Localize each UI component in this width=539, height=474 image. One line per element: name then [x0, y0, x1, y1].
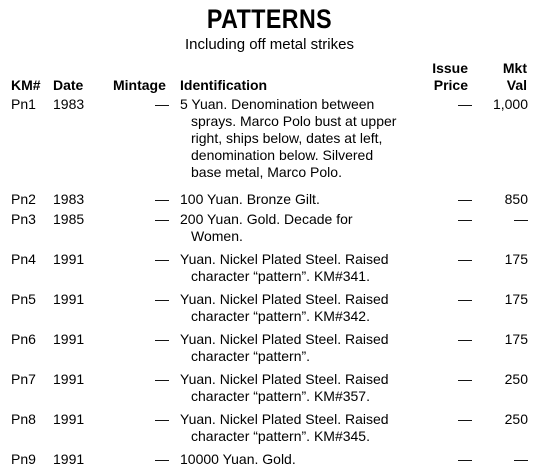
- identification-line: Yuan. Nickel Plated Steel. Raised: [180, 331, 389, 347]
- cell-mintage: —: [155, 411, 169, 427]
- page-subtitle: Including off metal strikes: [185, 36, 354, 53]
- identification-line: 200 Yuan. Gold. Decade for: [180, 211, 353, 227]
- header-mintage: Mintage: [113, 77, 166, 93]
- identification-line: character “pattern”. KM#342.: [191, 308, 370, 324]
- cell-date: 1991: [53, 371, 85, 387]
- cell-km: Pn2: [11, 191, 36, 207]
- cell-mintage: —: [155, 191, 169, 207]
- identification-line: 10000 Yuan. Gold.: [180, 451, 296, 467]
- identification-line: character “pattern”. KM#357.: [191, 388, 370, 404]
- cell-issue-price: —: [458, 191, 472, 207]
- identification-line: Women.: [191, 228, 243, 244]
- cell-market-value: 1,000: [492, 96, 528, 112]
- cell-issue-price: —: [458, 451, 472, 467]
- cell-issue-price: —: [458, 251, 472, 267]
- cell-km: Pn7: [11, 371, 36, 387]
- cell-km: Pn8: [11, 411, 36, 427]
- identification-line: sprays. Marco Polo bust at upper: [191, 113, 397, 129]
- cell-identification: [180, 96, 402, 181]
- cell-date: 1991: [53, 411, 85, 427]
- cell-issue-price: —: [458, 371, 472, 387]
- cell-km: Pn5: [11, 291, 36, 307]
- header-issue-price: [420, 60, 468, 94]
- identification-line: character “pattern”. KM#345.: [191, 428, 370, 444]
- cell-market-value: —: [514, 211, 528, 227]
- cell-mintage: —: [155, 211, 169, 227]
- cell-identification: [180, 411, 402, 445]
- identification-line: Yuan. Nickel Plated Steel. Raised: [180, 411, 389, 427]
- identification-line: denomination below. Silvered: [191, 147, 374, 163]
- header-market-value: [479, 60, 527, 94]
- cell-date: 1991: [53, 331, 85, 347]
- cell-km: Pn3: [11, 211, 36, 227]
- cell-date: 1983: [53, 96, 85, 112]
- identification-line: 100 Yuan. Bronze Gilt.: [180, 191, 320, 207]
- cell-mintage: —: [155, 96, 169, 112]
- cell-date: 1991: [53, 291, 85, 307]
- header-issue-line1: Issue: [432, 60, 468, 76]
- cell-mintage: —: [155, 451, 169, 467]
- cell-date: 1991: [53, 451, 85, 467]
- identification-line: character “pattern”.: [191, 348, 311, 364]
- identification-line: Yuan. Nickel Plated Steel. Raised: [180, 371, 389, 387]
- cell-issue-price: —: [458, 331, 472, 347]
- identification-line: Yuan. Nickel Plated Steel. Raised: [180, 291, 389, 307]
- cell-km: Pn1: [11, 96, 36, 112]
- cell-market-value: —: [514, 451, 528, 467]
- cell-mintage: —: [155, 331, 169, 347]
- cell-market-value: 175: [504, 291, 528, 307]
- header-mkt-line2: Val: [506, 77, 527, 93]
- cell-identification: [180, 191, 402, 208]
- cell-km: Pn6: [11, 331, 36, 347]
- cell-issue-price: —: [458, 291, 472, 307]
- header-date: Date: [53, 77, 84, 93]
- identification-line: right, ships below, dates at left,: [191, 130, 383, 146]
- cell-mintage: —: [155, 251, 169, 267]
- cell-date: 1983: [53, 191, 85, 207]
- cell-identification: [180, 331, 402, 365]
- identification-line: Yuan. Nickel Plated Steel. Raised: [180, 251, 389, 267]
- cell-identification: [180, 251, 402, 285]
- cell-issue-price: —: [458, 96, 472, 112]
- header-identification: Identification: [180, 77, 268, 93]
- page-title: PATTERNS: [206, 4, 333, 34]
- cell-market-value: 850: [504, 191, 528, 207]
- header-km: KM#: [11, 77, 41, 93]
- header-mkt-line1: Mkt: [502, 60, 527, 76]
- cell-km: Pn9: [11, 451, 36, 467]
- cell-mintage: —: [155, 371, 169, 387]
- identification-line: base metal, Marco Polo.: [191, 164, 342, 180]
- cell-market-value: 250: [504, 411, 528, 427]
- cell-identification: [180, 211, 402, 245]
- cell-market-value: 175: [504, 331, 528, 347]
- identification-line: 5 Yuan. Denomination between: [180, 96, 375, 112]
- cell-issue-price: —: [458, 411, 472, 427]
- cell-market-value: 250: [504, 371, 528, 387]
- cell-km: Pn4: [11, 251, 36, 267]
- identification-line: character “pattern”. KM#341.: [191, 268, 370, 284]
- cell-date: 1991: [53, 251, 85, 267]
- cell-market-value: 175: [504, 251, 528, 267]
- cell-identification: [180, 451, 402, 468]
- cell-issue-price: —: [458, 211, 472, 227]
- cell-mintage: —: [155, 291, 169, 307]
- cell-identification: [180, 291, 402, 325]
- cell-identification: [180, 371, 402, 405]
- header-issue-line2: Price: [433, 77, 468, 93]
- cell-date: 1985: [53, 211, 85, 227]
